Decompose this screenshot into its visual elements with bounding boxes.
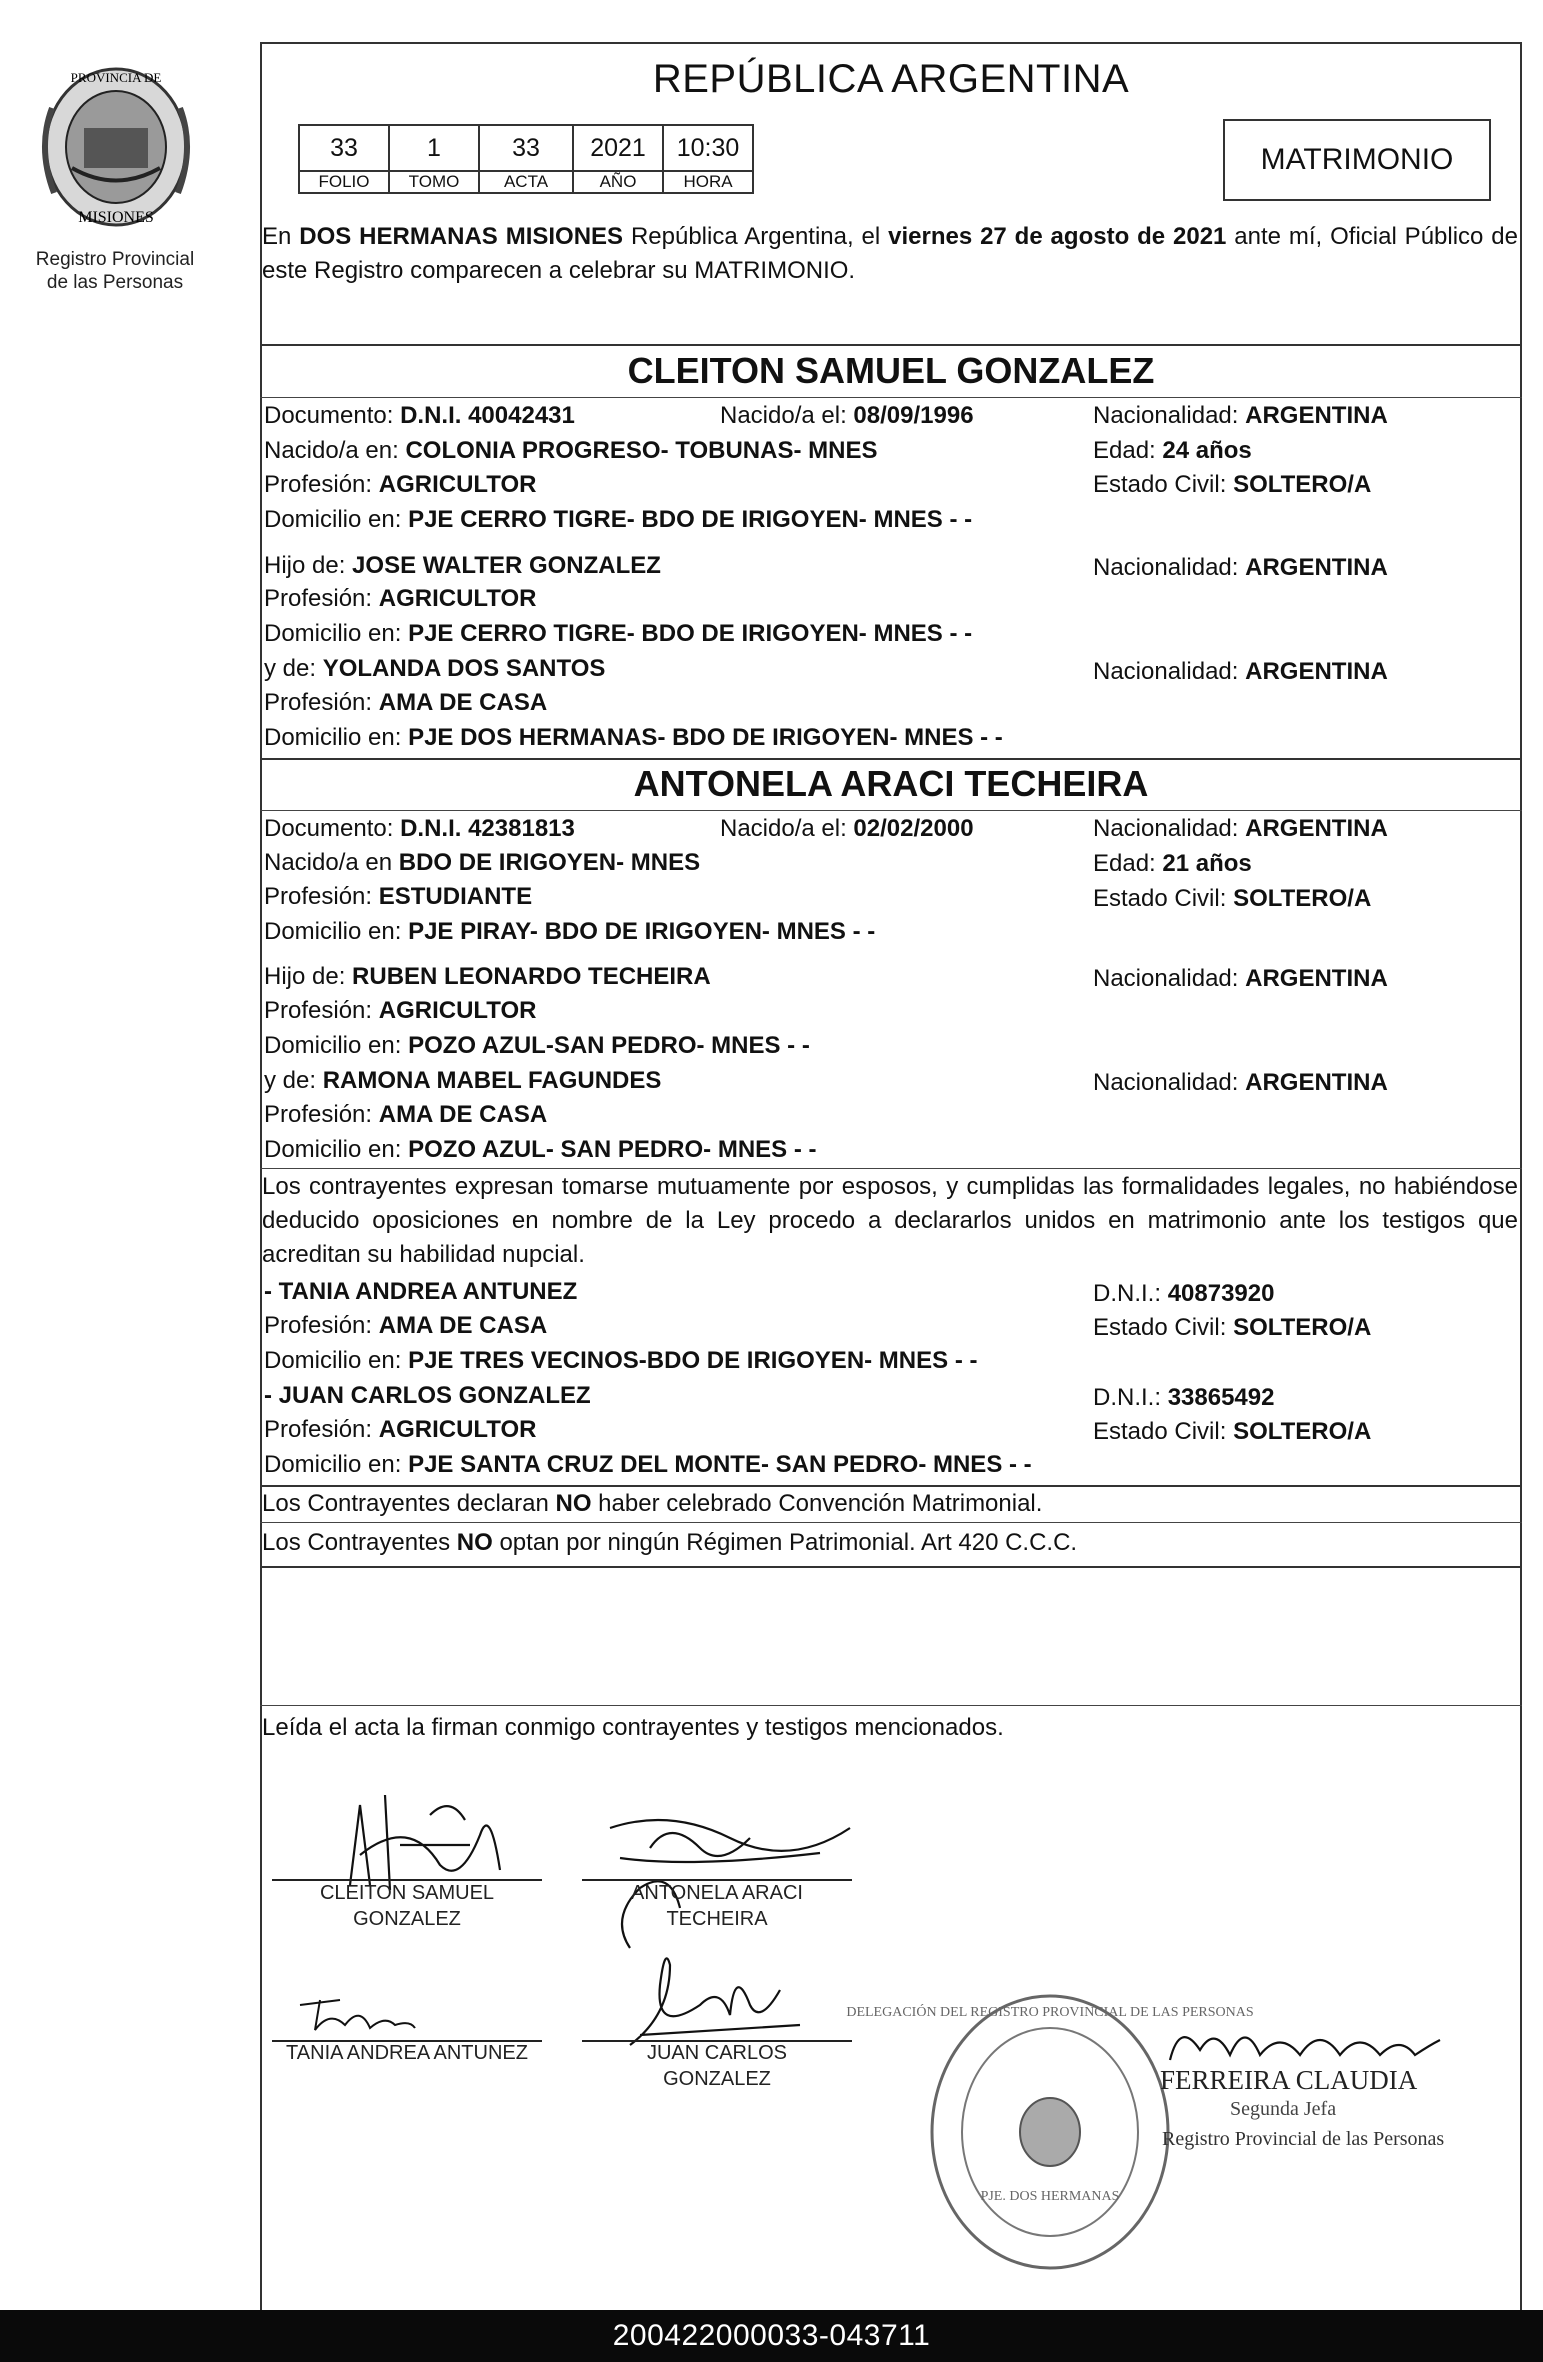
barcode-footer-code: 200422000033-043711 <box>0 2310 1543 2362</box>
witness1-dni: D.N.I.: 40873920 <box>1093 1280 1275 1307</box>
page-title: REPÚBLICA ARGENTINA <box>652 57 1130 101</box>
stamp-inner-text: PJE. DOS HERMANAS <box>980 2189 1120 2204</box>
party1-mother-domicilio: Domicilio en: PJE DOS HERMANAS- BDO DE IRIGOYEN- MNES - - <box>264 724 1003 751</box>
folio-label: FOLIO <box>299 171 389 193</box>
party2-nacido-el: Nacido/a el: 02/02/2000 <box>720 815 974 842</box>
signature-tania-scribble <box>290 1990 440 2040</box>
ano-value: 2021 <box>573 125 663 171</box>
party1-nacido-en: Nacido/a en: COLONIA PROGRESO- TOBUNAS- MNES <box>264 437 878 464</box>
party2-profesion: Profesión: ESTUDIANTE <box>264 883 533 910</box>
document-type-box: MATRIMONIO <box>1223 119 1491 201</box>
party1-profesion: Profesión: AGRICULTOR <box>264 471 537 498</box>
party1-domicilio: Domicilio en: PJE CERRO TIGRE- BDO DE IRIGOYEN- MNES - - <box>264 506 973 533</box>
convention-statement: Los Contrayentes declaran NO haber celebrado Convención Matrimonial. <box>262 1490 1043 1517</box>
party1-father-domicilio: Domicilio en: PJE CERRO TIGRE- BDO DE IRIGOYEN- MNES - - <box>264 620 973 647</box>
party2-nacido-en: Nacido/a en BDO DE IRIGOYEN- MNES <box>264 849 701 876</box>
divider <box>260 344 1522 346</box>
acta-value: 33 <box>479 125 573 171</box>
party1-nacido-el: Nacido/a el: 08/09/1996 <box>720 402 974 429</box>
party2-father: Hijo de: RUBEN LEONARDO TECHEIRA <box>264 963 711 990</box>
folio-value: 33 <box>299 125 389 171</box>
hora-label: HORA <box>663 171 753 193</box>
party2-father-profesion: Profesión: AGRICULTOR <box>264 997 537 1024</box>
closing-statement: Leída el acta la firman conmigo contrayentes y testigos mencionados. <box>262 1714 1004 1741</box>
divider <box>260 758 1522 760</box>
signature-juan-label: JUAN CARLOS GONZALEZ <box>646 2042 788 2090</box>
witness2-dni: D.N.I.: 33865492 <box>1093 1384 1275 1411</box>
intro-date: viernes 27 de agosto de 2021 <box>888 223 1227 250</box>
party2-edad: Edad: 21 años <box>1093 850 1252 877</box>
divider <box>260 810 1522 811</box>
witness2-name: - JUAN CARLOS GONZALEZ <box>264 1382 591 1409</box>
signer-role: Segunda Jefa <box>1230 2098 1337 2120</box>
signature-antonela-label: ANTONELA ARACI TECHEIRA <box>631 1882 803 1930</box>
intro-place: DOS HERMANAS MISIONES <box>299 223 624 250</box>
ano-label: AÑO <box>573 171 663 193</box>
party1-name: CLEITON SAMUEL GONZALEZ <box>627 350 1155 391</box>
party2-domicilio: Domicilio en: PJE PIRAY- BDO DE IRIGOYEN- MNES - - <box>264 918 876 945</box>
witness2-estado-civil: Estado Civil: SOLTERO/A <box>1093 1418 1372 1445</box>
signature-tania-label: TANIA ANDREA ANTUNEZ <box>286 2042 528 2064</box>
party2-nacionalidad: Nacionalidad: ARGENTINA <box>1093 815 1388 842</box>
party2-father-nacionalidad: Nacionalidad: ARGENTINA <box>1093 965 1388 992</box>
registry-caption-line2: de las Personas <box>46 272 184 293</box>
party2-mother-nacionalidad: Nacionalidad: ARGENTINA <box>1093 1069 1388 1096</box>
logo-text-bottom: MISIONES <box>78 209 154 226</box>
hora-value: 10:30 <box>663 125 753 171</box>
official-stamp <box>846 1990 1254 2275</box>
divider <box>260 1522 1522 1523</box>
signature-juan-scribble <box>610 1945 810 2055</box>
party2-documento: Documento: D.N.I. 42381813 <box>264 815 575 842</box>
party1-nacionalidad: Nacionalidad: ARGENTINA <box>1093 402 1388 429</box>
party1-father-nacionalidad: Nacionalidad: ARGENTINA <box>1093 554 1388 581</box>
party2-mother-domicilio: Domicilio en: POZO AZUL- SAN PEDRO- MNES - - <box>264 1136 817 1163</box>
registry-caption-line1: Registro Provincial <box>35 249 195 270</box>
witness2-domicilio: Domicilio en: PJE SANTA CRUZ DEL MONTE- SAN PEDRO- MNES - - <box>264 1451 1032 1478</box>
witness1-domicilio: Domicilio en: PJE TRES VECINOS-BDO DE IRIGOYEN- MNES - - <box>264 1347 978 1374</box>
party1-father-profesion: Profesión: AGRICULTOR <box>264 585 537 612</box>
regime-statement: Los Contrayentes NO optan por ningún Régimen Patrimonial. Art 420 C.C.C. <box>262 1529 1078 1556</box>
intro-paragraph: En DOS HERMANAS MISIONES República Argentina, el viernes 27 de agosto de 2021 ante mí, Oficial Público de este Registro comparecen a celebrar su MATRIMONIO. <box>262 223 1518 284</box>
party1-edad: Edad: 24 años <box>1093 437 1252 464</box>
signer-org: Registro Provincial de las Personas <box>1162 2128 1445 2150</box>
divider <box>260 1168 1522 1169</box>
party2-name: ANTONELA ARACI TECHEIRA <box>633 763 1149 804</box>
divider <box>260 397 1522 398</box>
party1-documento: Documento: D.N.I. 40042431 <box>264 402 575 429</box>
witness1-name: - TANIA ANDREA ANTUNEZ <box>264 1278 578 1305</box>
party1-mother-nacionalidad: Nacionalidad: ARGENTINA <box>1093 658 1388 685</box>
divider <box>260 1485 1522 1487</box>
declaration-paragraph: Los contrayentes expresan tomarse mutuamente por esposos, y cumplidas las formalidades legales, no habiéndose deducido oposiciones en nombre de la Ley procedo a declararlos unidos en matrimonio ante los testigos que acreditan su habilidad nupcial. <box>262 1173 1518 1268</box>
signer-name: FERREIRA CLAUDIA <box>1160 2065 1418 2095</box>
acta-label: ACTA <box>479 171 573 193</box>
party2-mother: y de: RAMONA MABEL FAGUNDES <box>264 1067 662 1094</box>
divider <box>260 1705 1522 1706</box>
divider <box>260 1566 1522 1568</box>
party2-mother-profesion: Profesión: AMA DE CASA <box>264 1101 548 1128</box>
witness2-profesion: Profesión: AGRICULTOR <box>264 1416 537 1443</box>
signature-cleiton-scribble <box>300 1775 560 1895</box>
party1-mother: y de: YOLANDA DOS SANTOS <box>264 655 606 682</box>
party2-estado-civil: Estado Civil: SOLTERO/A <box>1093 885 1372 912</box>
registry-caption <box>10 248 220 294</box>
stamp-outer-text: DELEGACIÓN DEL REGISTRO PROVINCIAL DE LAS PERSONAS <box>846 2005 1254 2020</box>
tomo-value: 1 <box>389 125 479 171</box>
witness1-estado-civil: Estado Civil: SOLTERO/A <box>1093 1314 1372 1341</box>
tomo-label: TOMO <box>389 171 479 193</box>
record-numbers-table <box>298 124 754 194</box>
signature-cleiton-label: CLEITON SAMUEL GONZALEZ <box>319 1882 495 1930</box>
party1-estado-civil: Estado Civil: SOLTERO/A <box>1093 471 1372 498</box>
party1-mother-profesion: Profesión: AMA DE CASA <box>264 689 548 716</box>
witness1-profesion: Profesión: AMA DE CASA <box>264 1312 548 1339</box>
party2-father-domicilio: Domicilio en: POZO AZUL-SAN PEDRO- MNES - - <box>264 1032 810 1059</box>
party1-father: Hijo de: JOSE WALTER GONZALEZ <box>264 552 661 579</box>
misiones-seal-logo <box>32 58 200 236</box>
logo-text-top: PROVINCIA DE <box>70 70 162 85</box>
